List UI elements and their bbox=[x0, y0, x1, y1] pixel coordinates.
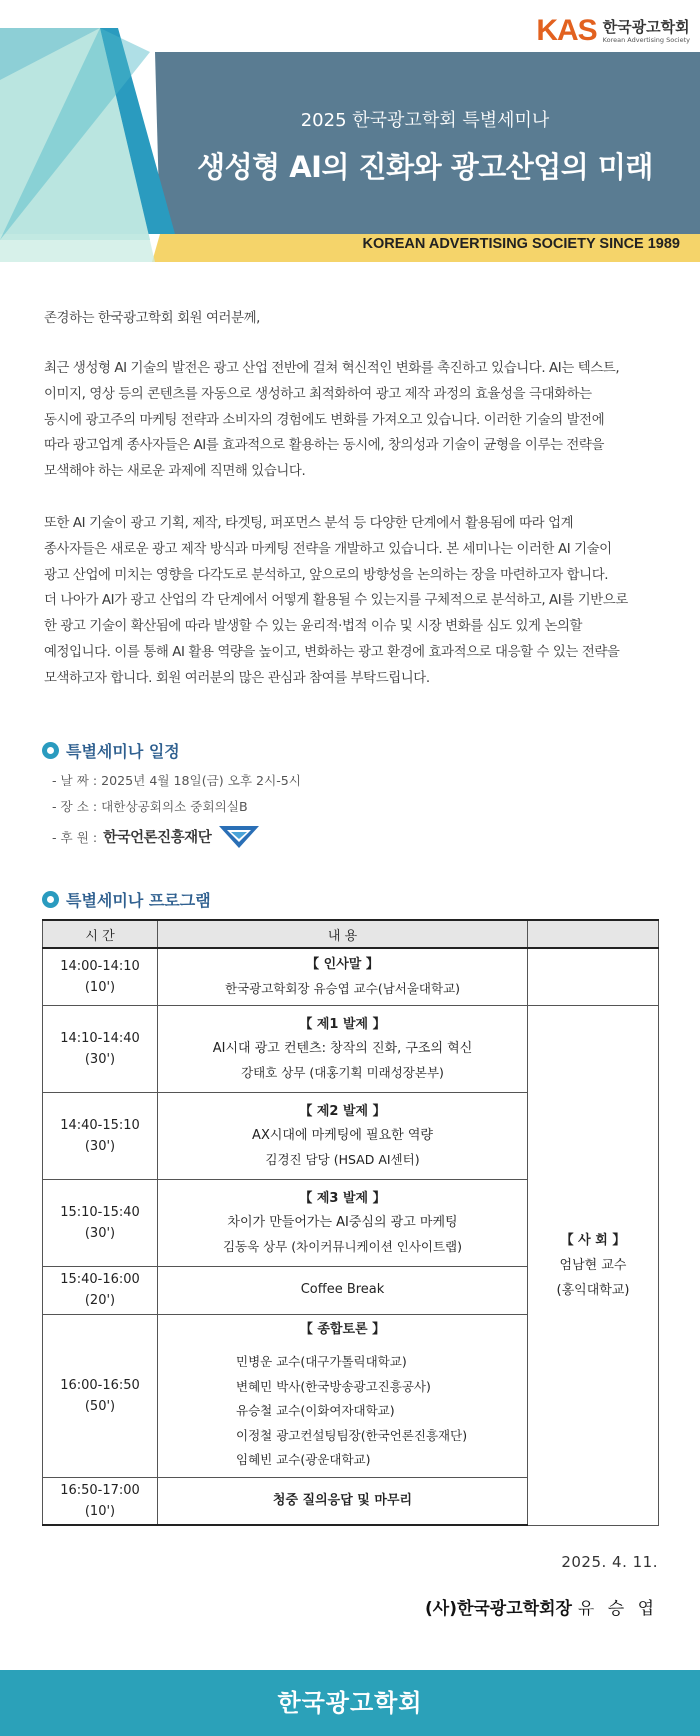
session-title: 【 제2 발제 】 bbox=[299, 1103, 386, 1119]
footer-banner: 한국광고학회 bbox=[0, 1670, 700, 1736]
host-title: 【 사 회 】 bbox=[560, 1232, 626, 1248]
table-header-row bbox=[43, 920, 659, 948]
content-cell bbox=[158, 1477, 528, 1525]
schedule-sponsor bbox=[52, 822, 261, 850]
table-row bbox=[43, 1005, 659, 1092]
seminar-title: 생성형 AI의 진화와 광고산업의 미래 bbox=[197, 150, 653, 184]
content-cell bbox=[158, 1179, 528, 1266]
content-cell bbox=[158, 948, 528, 1005]
paragraph-line: 동시에 광고주의 마케팅 전략과 소비자의 경험에도 변화를 가져오고 있습니다. 이러한 기술의 발전에 bbox=[44, 412, 605, 428]
session-topic: AX시대에 마케팅에 필요한 역량 bbox=[252, 1127, 433, 1143]
host-affiliation: (홍익대학교) bbox=[556, 1282, 630, 1298]
paragraph-line: 따라 광고업계 종사자들은 AI를 효과적으로 활용하는 동시에, 창의성과 기술이 균형을 이루는 전략을 bbox=[44, 438, 604, 454]
session-title: 청중 질의응답 및 마무리 bbox=[272, 1492, 413, 1508]
time-range: 15:10-15:40 bbox=[60, 1204, 140, 1220]
schedule-date: - 날 짜 : 2025년 4월 18일(금) 오후 2시-5시 bbox=[52, 773, 301, 788]
paragraph-line: 광고 산업에 미치는 영향을 다각도로 분석하고, 앞으로의 방향성을 논의하는 장을 마련하고자 합니다. bbox=[44, 567, 609, 583]
panelist: 변혜민 박사(한국방송광고진흥공사) bbox=[236, 1378, 431, 1394]
signer-name: 유 승 엽 bbox=[577, 1599, 658, 1619]
paragraph-line: 예정입니다. 이를 통해 AI 활용 역량을 높이고, 변화하는 광고 환경에 효과적으로 대응할 수 있는 전략을 bbox=[44, 644, 620, 660]
host-name: 엄남현 교수 bbox=[559, 1257, 627, 1273]
time-cell bbox=[43, 1266, 158, 1314]
schedule-heading-text: 특별세미나 일정 bbox=[66, 742, 180, 761]
content-cell bbox=[158, 1314, 528, 1477]
sponsor-label: - 후 원 : bbox=[52, 829, 98, 845]
paragraph-1 bbox=[44, 356, 658, 485]
paragraph-line: 모색하고자 합니다. 회원 여러분의 많은 관심과 참여를 부탁드립니다. bbox=[44, 670, 430, 686]
panelist: 임혜빈 교수(광운대학교) bbox=[236, 1452, 371, 1468]
session-speaker: 김동욱 상무 (차이커뮤니케이션 인사이트랩) bbox=[222, 1238, 463, 1254]
host-cell bbox=[528, 1005, 659, 1525]
program-heading-text: 특별세미나 프로그램 bbox=[66, 891, 211, 910]
time-duration: (10') bbox=[84, 1503, 116, 1519]
time-range: 16:00-16:50 bbox=[60, 1377, 140, 1393]
column-header-host bbox=[528, 920, 659, 948]
paragraph-line: 또한 AI 기술이 광고 기획, 제작, 타겟팅, 퍼포먼스 분석 등 다양한 단계에서 활용됨에 따라 업계 bbox=[44, 516, 574, 531]
paragraph-line: 최근 생성형 AI 기술의 발전은 광고 산업 전반에 걸쳐 혁신적인 변화를 촉진하고 있습니다. AI는 텍스트, bbox=[44, 361, 620, 376]
paragraph-line: 종사자들은 새로운 광고 제작 방식과 마케팅 전략을 개발하고 있습니다. 본 세미나는 이러한 AI 기술이 bbox=[44, 541, 612, 557]
content-cell bbox=[158, 1092, 528, 1179]
session-topic: AI시대 광고 컨텐츠: 창작의 진화, 구조의 혁신 bbox=[212, 1040, 473, 1056]
sponsor-name: 한국언론진흥재단 bbox=[103, 829, 212, 846]
greeting: 존경하는 한국광고학회 회원 여러분께, bbox=[44, 311, 260, 326]
kpf-logo-icon bbox=[217, 822, 261, 850]
content-cell bbox=[158, 1005, 528, 1092]
since-banner: KOREAN ADVERTISING SOCIETY SINCE 1989 bbox=[362, 236, 680, 252]
column-header-content: 내 용 bbox=[158, 920, 528, 948]
session-topic: 차이가 만들어가는 AI중심의 광고 마케팅 bbox=[227, 1214, 458, 1230]
panelist: 유승철 교수(이화여자대학교) bbox=[236, 1403, 395, 1419]
signature-line bbox=[425, 1594, 658, 1619]
session-speaker: 한국광고학회장 유승엽 교수(남서울대학교) bbox=[224, 980, 461, 996]
signer-title: (사)한국광고학회장 bbox=[425, 1599, 572, 1619]
time-duration: (50') bbox=[84, 1398, 116, 1414]
time-duration: (30') bbox=[84, 1225, 116, 1241]
session-title: 【 종합토론 】 bbox=[299, 1322, 386, 1338]
time-range: 14:00-14:10 bbox=[60, 958, 140, 974]
time-cell bbox=[43, 1092, 158, 1179]
session-title: 【 인사말 】 bbox=[306, 956, 379, 972]
panelist: 이정철 광고컨설팅팀장(한국언론진흥재단) bbox=[236, 1427, 468, 1443]
paragraph-line: 이미지, 영상 등의 콘텐츠를 자동으로 생성하고 최적화하여 광고 제작 과정의 효율성을 극대화하는 bbox=[44, 386, 592, 402]
time-cell bbox=[43, 1314, 158, 1477]
time-duration: (30') bbox=[84, 1138, 116, 1154]
session-title: 【 제1 발제 】 bbox=[299, 1016, 386, 1032]
logo-mark: KAS bbox=[536, 14, 597, 47]
bullet-circle-icon bbox=[42, 891, 59, 908]
time-duration: (20') bbox=[84, 1293, 116, 1308]
paragraph-line: 모색해야 하는 새로운 과제에 직면해 있습니다. bbox=[44, 464, 306, 480]
kas-logo bbox=[536, 16, 690, 46]
seminar-subtitle: 2025 한국광고학회 특별세미나 bbox=[300, 110, 550, 131]
time-range: 15:40-16:00 bbox=[60, 1272, 140, 1287]
time-cell bbox=[43, 1179, 158, 1266]
session-title: 【 제3 발제 】 bbox=[299, 1190, 386, 1206]
time-range: 14:10-14:40 bbox=[60, 1030, 140, 1046]
time-duration: (10') bbox=[84, 979, 116, 995]
time-duration: (30') bbox=[84, 1051, 116, 1067]
paragraph-2 bbox=[44, 511, 658, 692]
session-speaker: 강태호 상무 (대홍기획 미래성장본부) bbox=[241, 1064, 444, 1080]
table-row bbox=[43, 948, 659, 1005]
schedule-place: - 장 소 : 대한상공회의소 중회의실B bbox=[52, 799, 248, 814]
paragraph-line: 더 나아가 AI가 광고 산업의 각 단계에서 어떻게 활용될 수 있는지를 구체적으로 분석하고, AI를 기반으로 bbox=[44, 593, 628, 609]
logo-korean-name: 한국광고학회 bbox=[602, 18, 690, 36]
time-cell bbox=[43, 948, 158, 1005]
time-range: 14:40-15:10 bbox=[60, 1117, 140, 1133]
bullet-circle-icon bbox=[42, 742, 59, 759]
program-table bbox=[42, 919, 659, 1526]
panelist: 민병운 교수(대구가톨릭대학교) bbox=[236, 1354, 407, 1370]
content-cell bbox=[158, 1266, 528, 1314]
time-cell bbox=[43, 1005, 158, 1092]
panel-list bbox=[158, 1350, 527, 1473]
logo-english-name: Korean Advertising Society bbox=[602, 36, 690, 44]
schedule-heading bbox=[42, 739, 180, 762]
session-speaker: 김경진 담당 (HSAD AI센터) bbox=[265, 1151, 420, 1167]
time-range: 16:50-17:00 bbox=[60, 1482, 140, 1498]
column-header-time: 시 간 bbox=[43, 920, 158, 948]
header-banner bbox=[0, 0, 700, 262]
program-heading bbox=[42, 888, 211, 911]
paragraph-line: 한 광고 기술이 확산됨에 따라 발생할 수 있는 윤리적·법적 이슈 및 시장 변화를 심도 있게 논의할 bbox=[44, 619, 583, 635]
time-cell bbox=[43, 1477, 158, 1525]
host-cell-empty bbox=[528, 948, 659, 1005]
coffee-break: Coffee Break bbox=[300, 1282, 385, 1297]
issue-date: 2025. 4. 11. bbox=[561, 1553, 658, 1571]
